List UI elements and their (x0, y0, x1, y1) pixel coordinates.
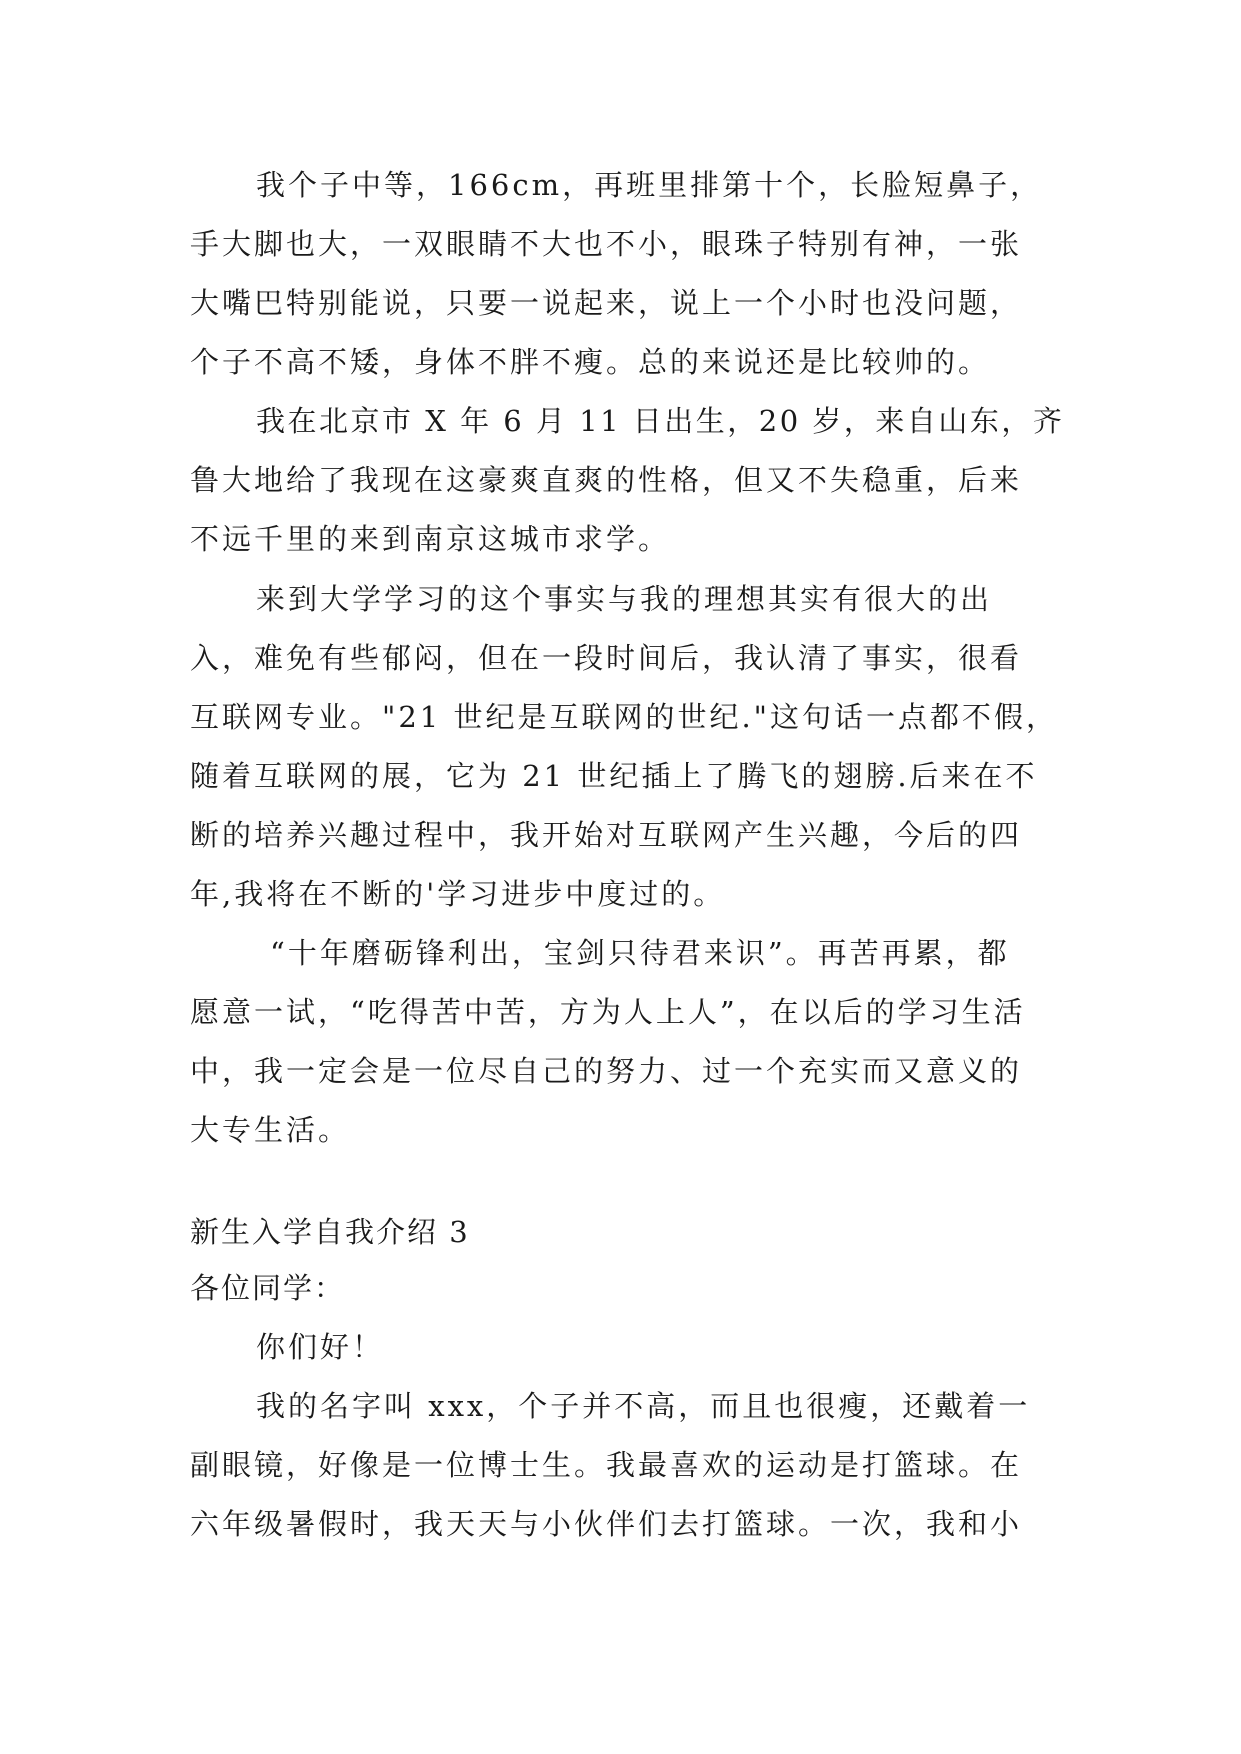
paragraph-5-line-3: 六年级暑假时，我天天与小伙伴们去打篮球。一次，我和小 (190, 1507, 1023, 1541)
paragraph-1-line-4: 个子不高不矮，身体不胖不瘦。总的来说还是比较帅的。 (190, 345, 991, 379)
paragraph-1-line-2: 手大脚也大，一双眼睛不大也不小，眼珠子特别有神，一张 (190, 227, 1023, 261)
paragraph-3-line-5: 断的培养兴趣过程中，我开始对互联网产生兴趣，今后的四 (190, 818, 1023, 852)
paragraph-4-line-3: 中，我一定会是一位尽自己的努力、过一个充实而又意义的 (190, 1054, 1023, 1088)
paragraph-2-line-3: 不远千里的来到南京这城市求学。 (190, 522, 671, 556)
paragraph-3-line-4: 随着互联网的展，它为 21 世纪插上了腾飞的翅膀.后来在不 (190, 759, 1038, 793)
paragraph-4-line-1: “十年磨砺锋利出，宝剑只待君来识”。再苦再累，都 (270, 936, 1010, 970)
salutation: 各位同学： (190, 1271, 346, 1305)
paragraph-5-line-2: 副眼镜，好像是一位博士生。我最喜欢的运动是打篮球。在 (190, 1448, 1023, 1482)
paragraph-2-line-1: 我在北京市 X 年 6 月 11 日出生，20 岁，来自山东，齐 (256, 404, 1065, 438)
greeting: 你们好！ (256, 1330, 385, 1364)
paragraph-5-line-1: 我的名字叫 xxx，个子并不高，而且也很瘦，还戴着一 (256, 1389, 1031, 1423)
paragraph-2-line-2: 鲁大地给了我现在这豪爽直爽的性格，但又不失稳重，后来 (190, 463, 1023, 497)
paragraph-4-line-2: 愿意一试，“吃得苦中苦，方为人上人”，在以后的学习生活 (190, 995, 1026, 1029)
section-title: 新生入学自我介绍 3 (190, 1215, 470, 1249)
paragraph-3-line-2: 入，难免有些郁闷，但在一段时间后，我认清了事实，很看 (190, 641, 1023, 675)
paragraph-1-line-3: 大嘴巴特别能说，只要一说起来，说上一个小时也没问题， (190, 286, 1023, 320)
paragraph-3-line-1: 来到大学学习的这个事实与我的理想其实有很大的出 (256, 582, 993, 616)
paragraph-3-line-6: 年,我将在不断的'学习进步中度过的。 (190, 877, 726, 911)
paragraph-1-line-1: 我个子中等，166cm，再班里排第十个，长脸短鼻子， (256, 168, 1043, 202)
paragraph-3-line-3: 互联网专业。"21 世纪是互联网的世纪."这句话一点都不假， (190, 700, 1059, 734)
paragraph-4-line-4: 大专生活。 (190, 1113, 351, 1147)
